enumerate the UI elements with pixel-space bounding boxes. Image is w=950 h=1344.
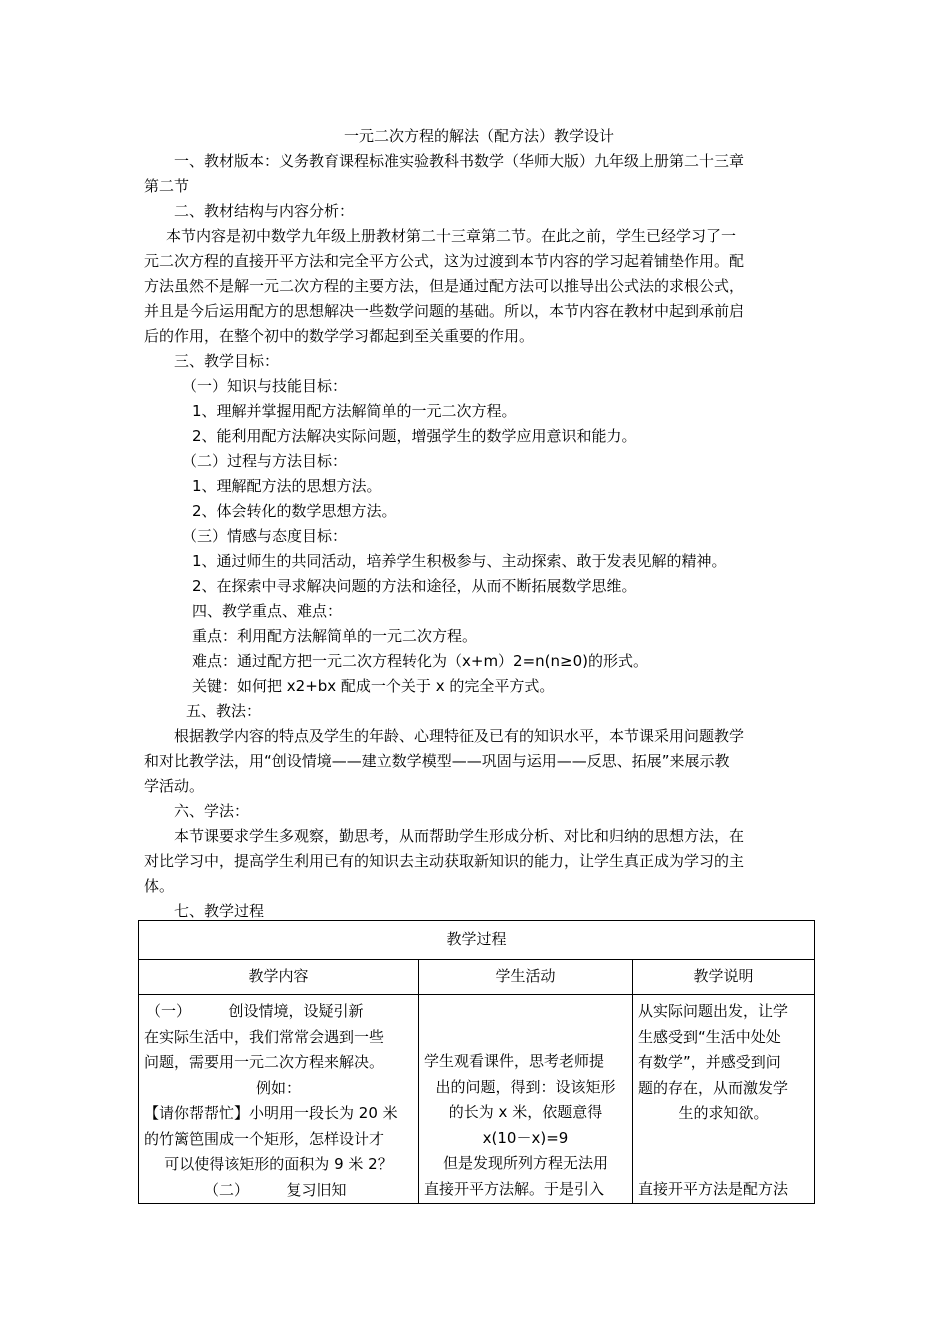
key-point: 重点：利用配方法解简单的一元二次方程。 (192, 627, 478, 645)
subsection-emotion: （三）情感与态度目标： (182, 527, 348, 545)
paragraph-line: 后的作用，在整个初中的数学学习都起到至关重要的作用。 (144, 327, 535, 345)
cell-line: 出的问题，得到：设该矩形 (435, 1077, 616, 1096)
paragraph-line: 根据教学内容的特点及学生的年龄、心理特征及已有的知识水平，本节课采用问题教学 (174, 727, 745, 745)
cell-line: 问题，需要用一元二次方程来解决。 (144, 1053, 385, 1071)
cell-line: 【请你帮帮忙】小明用一段长为 20 米 (144, 1104, 398, 1122)
paragraph-line: 学活动。 (144, 777, 205, 795)
textbook-version-line1: 一、教材版本：义务教育课程标准实验教科书数学（华师大版）九年级上册第二十三章 (174, 152, 745, 170)
cell-line: 直接开平方法是配方法 (638, 1179, 789, 1198)
subsection-process: （二）过程与方法目标： (182, 452, 348, 470)
section-heading-teaching-method: 五、教法： (186, 702, 262, 720)
list-item: 1、通过师生的共同活动，培养学生积极参与、主动探索、敢于发表见解的精神。 (192, 552, 727, 570)
section-heading-structure: 二、教材结构与内容分析： (174, 202, 355, 220)
list-item: 1、理解并掌握用配方法解简单的一元二次方程。 (192, 402, 517, 420)
cell-line: （一） 创设情境，设疑引新 (146, 1002, 364, 1020)
document-body (144, 124, 814, 924)
cell-line: 的长为 x 米，依题意得 (448, 1103, 603, 1121)
list-item: 2、体会转化的数学思想方法。 (192, 502, 397, 520)
crux-point: 关键：如何把 x2+bx 配成一个关于 x 的完全平方式。 (192, 677, 555, 695)
table-caption: 教学过程 (139, 921, 815, 960)
cell-line: 生的求知欲。 (678, 1104, 769, 1122)
section-heading-learning-method: 六、学法： (174, 802, 250, 820)
paragraph-line: 和对比教学法，用“创设情境——建立数学模型——巩固与运用——反思、拓展”来展示教 (144, 752, 730, 770)
cell-line: （二） 复习旧知 (204, 1180, 347, 1199)
cell-teaching-content (139, 995, 419, 1204)
column-header-notes: 教学说明 (633, 960, 815, 995)
cell-student-activity (419, 995, 633, 1204)
column-header-content: 教学内容 (139, 960, 419, 995)
cell-line: 生感受到“生活中处处 (638, 1027, 781, 1046)
cell-line: 有数学”，并感受到问 (638, 1053, 781, 1071)
section-heading-objectives: 三、教学目标： (174, 352, 280, 370)
document-title: 一元二次方程的解法（配方法）教学设计 (343, 127, 614, 145)
list-item: 2、在探索中寻求解决问题的方法和途径，从而不断拓展数学思维。 (192, 577, 637, 595)
section-heading-key-points: 四、教学重点、难点： (192, 602, 343, 620)
cell-line: 可以使得该矩形的面积为 9 米 2？ (164, 1155, 393, 1173)
cell-line: 的竹篱笆围成一个矩形，怎样设计才 (144, 1129, 385, 1148)
cell-line: 直接开平方法解。于是引入 (424, 1179, 605, 1198)
paragraph-line: 本节课要求学生多观察，勤思考，从而帮助学生形成分析、对比和归纳的思想方法，在 (174, 827, 745, 845)
difficult-point: 难点：通过配方把一元二次方程转化为（x+m）2=n(n≥0)的形式。 (192, 652, 649, 670)
paragraph-line: 本节内容是初中数学九年级上册教材第二十三章第二节。在此之前，学生已经学习了一 (166, 227, 737, 245)
cell-line: x(10－x)=9 (482, 1128, 569, 1147)
cell-teaching-notes (633, 995, 815, 1204)
paragraph-line: 对比学习中，提高学生利用已有的知识去主动获取新知识的能力，让学生真正成为学习的主 (144, 852, 745, 870)
cell-line: 题的存在，从而激发学 (638, 1078, 789, 1097)
cell-line: 学生观看课件，思考老师提 (424, 1052, 605, 1070)
paragraph-line: 体。 (144, 877, 175, 895)
paragraph-line: 并且是今后运用配方的思想解决一些数学问题的基础。所以，本节内容在教材中起到承前启 (144, 302, 745, 320)
cell-line: 在实际生活中，我们常常会遇到一些 (144, 1027, 385, 1046)
cell-line: 例如： (255, 1078, 301, 1097)
column-header-student-activity: 学生活动 (419, 960, 633, 995)
teaching-process-table (138, 920, 815, 1204)
list-item: 1、理解配方法的思想方法。 (192, 477, 382, 495)
list-item: 2、能利用配方法解决实际问题，增强学生的数学应用意识和能力。 (192, 427, 637, 445)
paragraph-line: 元二次方程的直接开平方法和完全平方公式，这为过渡到本节内容的学习起着铺垫作用。配 (144, 252, 745, 270)
paragraph-line: 方法虽然不是解一元二次方程的主要方法，但是通过配方法可以推导出公式法的求根公式， (144, 277, 745, 295)
subsection-knowledge: （一）知识与技能目标： (182, 377, 348, 395)
cell-line: 但是发现所列方程无法用 (442, 1154, 608, 1172)
cell-line: 从实际问题出发，让学 (638, 1002, 789, 1020)
section-heading-teaching-process: 七、教学过程 (174, 902, 265, 920)
textbook-version-line2: 第二节 (144, 177, 190, 195)
